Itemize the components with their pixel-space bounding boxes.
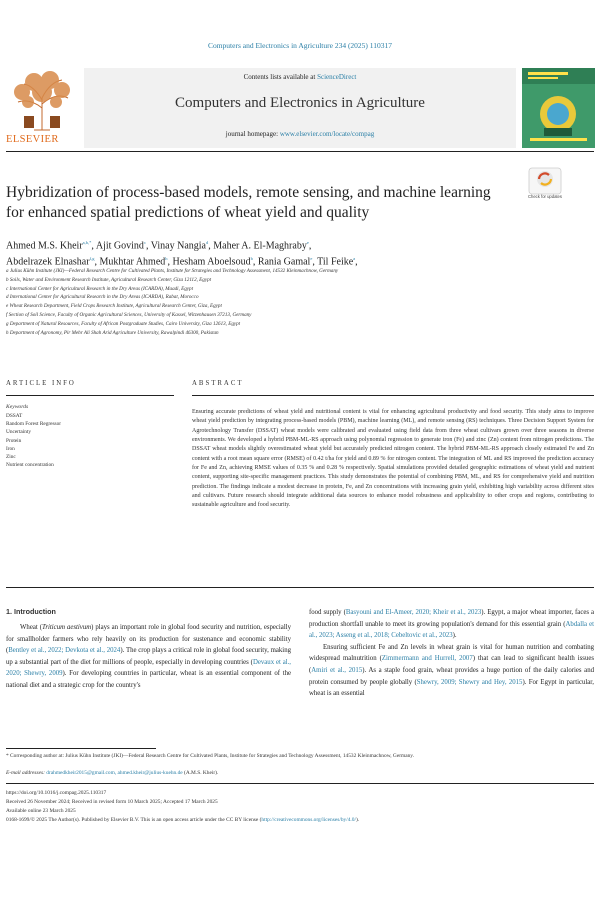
author-affiliation-marker[interactable]: c bbox=[143, 240, 146, 245]
doi-link[interactable]: https://doi.org/10.1016/j.compag.2025.110317 bbox=[6, 790, 107, 796]
citation-link[interactable]: Devaux et al., 2020; Shewry, 2009 bbox=[6, 658, 292, 678]
email-links[interactable]: drahmedkheir2015@gmail.com, ahmed.kheir@julius-kuehn.de bbox=[46, 770, 183, 776]
journal-title: Computers and Electronics in Agriculture bbox=[175, 95, 425, 111]
body-text: food supply ( bbox=[309, 609, 346, 616]
masthead bbox=[0, 68, 600, 148]
body-text: ) plays an important role in global food security and nutrition, especially for smallholder farmers who rely heavily on its production for sustenance and economic stability ( bbox=[6, 624, 292, 655]
contents-prefix: Contents lists available at bbox=[243, 73, 318, 81]
author-name[interactable]: Ahmed M.S. Kheir bbox=[6, 240, 83, 252]
affiliation-item: b Soils, Water and Environment Research Institute, Agricultural Research Center, Giza 12112, Egypt bbox=[6, 276, 212, 283]
abstract-rule bbox=[192, 395, 594, 396]
author-affiliation-marker[interactable]: f,g bbox=[89, 256, 95, 262]
citation-link[interactable]: Bentley et al., 2022; Devkota et al., 2024 bbox=[8, 647, 121, 655]
affiliation-item: h Department of Agronomy, Pir Mehr Ali Shah Arid Agriculture University, Rawalpindi 46300, Pakistan bbox=[6, 329, 219, 336]
citation-link[interactable]: Shewry, 2009; Shewry and Hey, 2015 bbox=[416, 678, 523, 686]
keyword-item: Zinc bbox=[6, 454, 16, 460]
contents-line bbox=[84, 73, 516, 81]
italic-text: Triticum aestivum bbox=[41, 624, 92, 631]
affiliation-item: d International Center for Agricultural Research in the Dry Areas (ICARDA), Rabat, Morocco bbox=[6, 294, 199, 301]
author-affiliation-marker[interactable]: h bbox=[165, 256, 168, 262]
sciencedirect-link[interactable]: ScienceDirect bbox=[317, 73, 357, 81]
body-column-right bbox=[309, 607, 594, 700]
body-column-left bbox=[6, 622, 291, 692]
available-online: Available online 23 March 2025 bbox=[6, 808, 76, 814]
keywords-label: Keywords bbox=[6, 404, 29, 410]
received-dates: Received 26 November 2024; Received in revised form 10 March 2025; Accepted 17 March 2025 bbox=[6, 799, 218, 805]
journal-citation[interactable]: Computers and Electronics in Agriculture 234 (2025) 110317 bbox=[207, 41, 393, 50]
badge-label: Check for updates bbox=[528, 194, 562, 199]
author-name[interactable]: Vinay Nangia bbox=[150, 240, 206, 252]
author-name[interactable]: Mukhtar Ahmed bbox=[99, 256, 166, 268]
affiliation-item: e Wheat Research Department, Field Crops Research Institute, Agricultural Research Center, Giza, Egypt bbox=[6, 303, 222, 310]
intro-heading: 1. Introduction bbox=[6, 607, 56, 616]
author-name[interactable]: Maher A. El-Maghraby bbox=[213, 240, 307, 252]
affiliation-item: f Section of Soil Science, Faculty of Organic Agricultural Sciences, University of Kassel, Witzenhausen 37213, Germany bbox=[6, 312, 252, 318]
intro-paragraph-1-cont bbox=[309, 607, 594, 642]
footnote-divider bbox=[6, 783, 594, 784]
author-affiliation-marker[interactable]: a bbox=[353, 256, 356, 262]
affiliation-item: c International Center for Agricultural Research in the Dry Areas (ICARDA), Maadi, Egypt bbox=[6, 285, 194, 292]
body-text: ). Egypt, a major wheat importer, faces a production shortfall unable to meet its growing population's demand for this essential grain ( bbox=[309, 609, 595, 628]
keyword-item: Random Forest Regressor bbox=[6, 421, 62, 428]
corresponding-note: * Corresponding author at: Julius Kühn Institute (JKI)—Federal Research Centre for Cultivated Plants, Institute for Strategies and Technology Assessment, 14532 Kleinmachnow, Germany. bbox=[6, 753, 414, 759]
affiliation-item: a Julius Kühn Institute (JKI)—Federal Research Centre for Cultivated Plants, Institute for Strategies and Technology Assessment, 14532 Kleinmachnow, Germany bbox=[6, 268, 339, 274]
author-name[interactable]: Til Feike bbox=[317, 256, 354, 268]
abstract-heading: ABSTRACT bbox=[192, 380, 244, 387]
authors-line-2: Abdelrazek Elnashar$^{f,g}$, Mukhtar Ahmed$^h$, Hesham Aboelsoud$^b$, Rania Gamal$^e$, Til Feike$^a$, bbox=[6, 256, 358, 268]
footnote-rule bbox=[6, 748, 156, 749]
article-info-heading: ARTICLE INFO bbox=[6, 380, 76, 387]
author-affiliation-marker[interactable]: e bbox=[310, 256, 313, 262]
author-name[interactable]: Hesham Aboelsoud bbox=[172, 256, 251, 268]
abstract-bottom-rule bbox=[6, 587, 594, 588]
email-line bbox=[6, 769, 218, 778]
email-suffix: (A.M.S. Kheir). bbox=[182, 770, 219, 776]
body-text: ). bbox=[452, 632, 457, 640]
journal-cover-image[interactable] bbox=[522, 68, 595, 148]
authors-line-1: Ahmed M.S. Kheir$^{a,b,*}$, Ajit Govind$^c$, Vinay Nangia$^d$, Maher A. El-Maghraby$^e$, bbox=[6, 240, 312, 252]
update-badge-icon bbox=[528, 167, 562, 195]
license-line bbox=[6, 816, 359, 825]
intro-paragraph-1 bbox=[6, 622, 291, 692]
author-affiliation-marker[interactable]: a,b,* bbox=[82, 240, 92, 245]
homepage-line bbox=[84, 130, 516, 138]
homepage-link[interactable]: www.elsevier.com/locate/compag bbox=[279, 130, 375, 138]
elsevier-tree-icon bbox=[4, 68, 80, 134]
body-text: Ensuring sufficient Fe and Zn levels in wheat grain is vital for human nutrition and combating widespread malnutrition ( bbox=[309, 643, 594, 663]
email-label: E-mail addresses: bbox=[6, 770, 47, 776]
citation-link[interactable]: Abdalla et al., 2023; Asseng et al., 2018; Cebeltovic et al., 2023 bbox=[309, 620, 595, 640]
body-text: ). The crop plays a critical role in global food security, making up a substantial part of the diet for millions of people, especially in developing countries ( bbox=[6, 647, 291, 666]
keyword-item: Iron bbox=[6, 445, 15, 452]
intro-paragraph-2 bbox=[309, 642, 594, 700]
journal-header-box bbox=[84, 68, 516, 148]
body-text: ) that can lead to significant health issues ( bbox=[309, 655, 595, 674]
body-text: ). For developing countries in particular, wheat is an essential component of the national diet and a strategic crop for the country's bbox=[6, 670, 291, 689]
author-affiliation-marker[interactable]: d bbox=[205, 240, 209, 245]
keyword-item: DSSAT bbox=[6, 413, 23, 419]
body-text: ). For Egypt in particular, wheat is an essential bbox=[309, 678, 594, 698]
keyword-item: Nutrient concentration bbox=[6, 462, 54, 469]
homepage-prefix: journal homepage: bbox=[225, 130, 280, 138]
author-name[interactable]: Ajit Govind bbox=[95, 240, 144, 252]
license-suffix: ). bbox=[355, 817, 360, 823]
author-name[interactable]: Abdelrazek Elnashar bbox=[6, 256, 90, 268]
keyword-item: Protein bbox=[6, 437, 22, 444]
citation-link[interactable]: Amiri et al., 2015 bbox=[311, 666, 363, 674]
author-affiliation-marker[interactable]: e bbox=[306, 240, 309, 245]
author-affiliation-marker[interactable]: b bbox=[250, 256, 253, 262]
author-list bbox=[6, 236, 566, 269]
elsevier-logo[interactable] bbox=[4, 68, 80, 148]
body-text: ). As a staple food grain, wheat provides a huge portion of the daily calories and protein consumed by people globally ( bbox=[309, 666, 594, 686]
keyword-item: Uncertainty bbox=[6, 429, 32, 436]
check-for-updates-badge[interactable] bbox=[528, 167, 562, 201]
license-link[interactable]: http://creativecommons.org/licenses/by/4.0/ bbox=[261, 817, 356, 823]
masthead-rule bbox=[6, 151, 594, 152]
author-name[interactable]: Rania Gamal bbox=[257, 256, 311, 268]
body-text: Wheat ( bbox=[20, 624, 42, 631]
cover-art-icon bbox=[522, 68, 595, 148]
abstract-text: Ensuring accurate predictions of wheat yield and nutritional content is vital for enhancing agricultural productivity and food security. This study aims to improve wheat yield prediction by integrating process-based models (PBM), machine learning (ML), and remote sensing (RS) techniques. Three Decision Support System for Agrotechnology Transfer (DSSAT) wheat models were calibrated and evaluated using field data from three wheat cultivars grown over three seasons in diverse environments. We developed a hybrid PBM-ML-RS approach using polynomial regression to generate iron (Fe) and zinc (Zn) content from nitrogen predictions. The DSSAT wheat models slightly overestimated wheat yield but accurately predicted nitrogen content. The hybrid PBM-ML-RS approach closely estimated Fe and Zn content with a root mean square error (RMSE) of 0.42 t/ha for yield and 0.89 % for nitrogen content. The integration of ML and RS improved the prediction accuracy for Fe and Zn, achieving RMSE values of 0.35 % and 0.28 % respectively. Spatial simulations provided detailed geographic estimations of wheat yield and nutrient content, supporting site-specific management practices. This study demonstrates the potential of combining PBM, ML, and RS for comprehensive yield and nutrition prediction. The findings indicate a modest decrease in protein, Fe, and Zn concentrations with increasing grain yield, exhibiting high variability across different sites and cultivars. Future research should integrate additional data sources to enhance model robustness and applicability to other crops and regions, contributing to sustainable agriculture and food security. bbox=[192, 409, 594, 509]
publisher-logo-text: ELSEVIER bbox=[6, 134, 59, 145]
license-prefix: 0168-1699/© 2025 The Author(s). Published by Elsevier B.V. This is an open access article under the CC BY license ( bbox=[6, 817, 262, 823]
citation-link[interactable]: Basyouni and El-Ameer, 2020; Kheir et al., 2023 bbox=[345, 609, 482, 616]
article-title: Hybridization of process-based models, remote sensing, and machine learning for enhanced spatial predictions of wheat yield and quality bbox=[6, 184, 491, 221]
affiliation-item: g Department of Natural Resources, Faculty of African Postgraduate Studies, Cairo University, Giza 12613, Egypt bbox=[6, 320, 241, 327]
citation-link[interactable]: Zimmermann and Hurrell, 2007 bbox=[381, 655, 473, 663]
article-info-rule bbox=[6, 395, 174, 396]
